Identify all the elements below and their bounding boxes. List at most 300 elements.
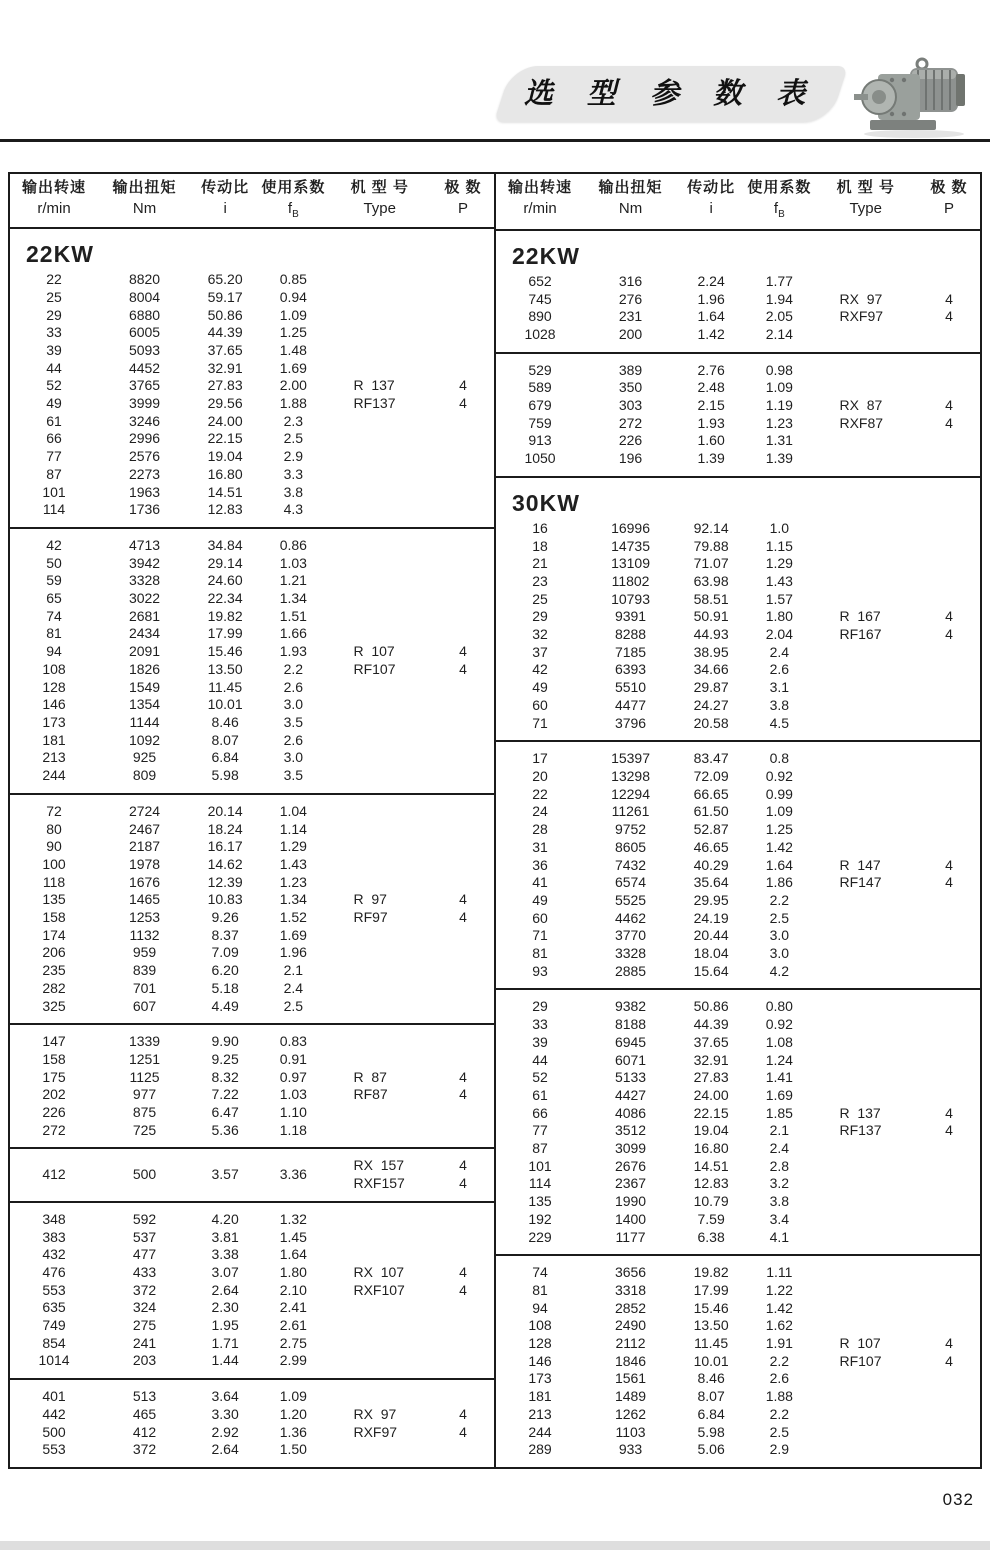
- col-ratio: 1.60: [697, 432, 725, 449]
- table-row: [496, 538, 980, 556]
- table-block: [10, 229, 494, 527]
- col-torque: 2576: [128, 448, 161, 465]
- col-ratio: 4.20: [211, 1210, 239, 1227]
- table-row: [496, 1370, 980, 1388]
- table-row: [10, 625, 494, 643]
- col-type: R 87: [353, 1068, 387, 1085]
- header-col-service-factor: [745, 177, 813, 225]
- col-torque: 3770: [614, 927, 647, 944]
- col-torque: 372: [132, 1281, 157, 1298]
- header-label-zh: 使用系数: [747, 179, 812, 197]
- table-row: [496, 857, 980, 875]
- table-row: [10, 413, 494, 431]
- col-speed: 553: [42, 1441, 66, 1458]
- col-ratio: 2.15: [697, 397, 725, 414]
- col-ratio: 59.17: [207, 288, 243, 305]
- col-poles: 4: [945, 1352, 953, 1369]
- col-speed: 25: [532, 590, 548, 607]
- col-torque: 316: [618, 272, 643, 289]
- col-speed: 52: [46, 377, 62, 394]
- table-row: [496, 1264, 980, 1282]
- col-torque: 8004: [128, 288, 161, 305]
- col-speed: 553: [42, 1281, 66, 1298]
- col-poles: 4: [459, 1086, 467, 1103]
- col-speed: 71: [532, 927, 548, 944]
- col-torque: 3942: [128, 554, 161, 571]
- col-ratio: 15.46: [207, 643, 243, 660]
- table-block: [496, 1254, 980, 1467]
- col-ratio: 5.98: [211, 767, 239, 784]
- col-service-factor: 1.08: [765, 1033, 793, 1050]
- col-service-factor: 2.8: [769, 1157, 790, 1174]
- col-speed: 71: [532, 714, 548, 731]
- col-service-factor: 1.22: [765, 1281, 793, 1298]
- col-speed: 16: [532, 519, 548, 536]
- page-title: 选 型 参 数 表: [523, 78, 819, 110]
- col-service-factor: 1.31: [765, 432, 793, 449]
- table-row: [496, 573, 980, 591]
- header-label-zh: 输出转速: [22, 178, 87, 196]
- col-ratio: 8.07: [211, 731, 239, 748]
- table-body-left: [10, 229, 494, 1467]
- col-ratio: 8.46: [211, 713, 239, 730]
- col-torque: 1846: [614, 1352, 647, 1369]
- col-type: RF137: [353, 395, 396, 412]
- col-torque: 959: [132, 944, 157, 961]
- col-ratio: 19.82: [207, 607, 243, 624]
- col-torque: 200: [618, 325, 643, 342]
- col-torque: 3796: [614, 714, 647, 731]
- col-speed: 476: [42, 1263, 66, 1280]
- col-torque: 1549: [128, 678, 161, 695]
- col-speed: 652: [528, 272, 552, 289]
- col-service-factor: 2.2: [769, 891, 790, 908]
- col-speed: 128: [528, 1335, 552, 1352]
- col-torque: 1092: [128, 731, 161, 748]
- table-row: [10, 1335, 494, 1353]
- table-row: [496, 644, 980, 662]
- section-label: 30KW: [512, 489, 580, 516]
- col-service-factor: 1.86: [765, 874, 793, 891]
- col-torque: 5525: [614, 891, 647, 908]
- col-ratio: 2.30: [211, 1299, 239, 1316]
- col-torque: 1489: [614, 1388, 647, 1405]
- col-torque: 3765: [128, 377, 161, 394]
- col-service-factor: 0.92: [765, 1016, 793, 1033]
- table-row: [10, 466, 494, 484]
- col-service-factor: 2.10: [279, 1281, 307, 1298]
- col-torque: 500: [132, 1166, 157, 1183]
- col-service-factor: 1.09: [279, 306, 307, 323]
- col-speed: 325: [42, 997, 66, 1014]
- col-torque: 11802: [611, 572, 650, 589]
- table-block: [10, 1147, 494, 1200]
- table-row: [10, 1388, 494, 1406]
- col-speed: 24: [532, 803, 548, 820]
- col-ratio: 1.44: [211, 1352, 239, 1369]
- table-row: [10, 537, 494, 555]
- col-ratio: 32.91: [207, 359, 243, 376]
- table-row: [496, 803, 980, 821]
- col-ratio: 19.04: [693, 1122, 729, 1139]
- table-row: [496, 1211, 980, 1229]
- col-ratio: 3.64: [211, 1388, 239, 1405]
- col-service-factor: 0.83: [279, 1033, 307, 1050]
- col-speed: 890: [528, 308, 552, 325]
- col-service-factor: 3.5: [283, 713, 304, 730]
- table-row: [496, 910, 980, 928]
- col-ratio: 7.09: [211, 944, 239, 961]
- header-col-service-factor: [259, 177, 327, 225]
- table-row: [10, 749, 494, 767]
- col-ratio: 9.26: [211, 909, 239, 926]
- col-torque: 1354: [128, 696, 161, 713]
- col-speed: 50: [46, 554, 62, 571]
- col-torque: 4462: [614, 909, 647, 926]
- col-poles: 4: [945, 308, 953, 325]
- col-speed: 66: [46, 430, 62, 447]
- col-torque: 6071: [614, 1051, 647, 1068]
- col-poles: 4: [459, 891, 467, 908]
- col-service-factor: 0.80: [765, 998, 793, 1015]
- col-type: RX 97: [353, 1405, 397, 1422]
- col-service-factor: 0.86: [279, 536, 307, 553]
- col-speed: 94: [46, 643, 62, 660]
- col-torque: 1561: [614, 1370, 647, 1387]
- col-ratio: 44.39: [693, 1016, 729, 1033]
- col-service-factor: 1.57: [765, 590, 793, 607]
- col-poles: 4: [459, 377, 467, 394]
- col-ratio: 6.84: [211, 749, 239, 766]
- col-ratio: 13.50: [207, 660, 243, 677]
- col-type: R 137: [839, 1104, 881, 1121]
- col-service-factor: 0.98: [765, 361, 793, 378]
- col-service-factor: 1.09: [765, 803, 793, 820]
- col-torque: 8605: [614, 838, 647, 855]
- col-service-factor: 2.5: [283, 430, 304, 447]
- col-speed: 854: [42, 1334, 66, 1351]
- col-ratio: 63.98: [693, 572, 729, 589]
- table-row: [496, 415, 980, 433]
- header-label-zh: 使用系数: [261, 178, 326, 196]
- table-row: [496, 1034, 980, 1052]
- col-speed: 18: [532, 537, 548, 554]
- col-torque: 3246: [128, 412, 161, 429]
- col-speed: 589: [528, 379, 552, 396]
- col-ratio: 3.81: [211, 1228, 239, 1245]
- col-service-factor: 1.93: [279, 643, 307, 660]
- col-service-factor: 2.4: [769, 643, 790, 660]
- col-torque: 9382: [614, 998, 647, 1015]
- col-torque: 3318: [614, 1281, 647, 1298]
- table-header-right: [496, 174, 980, 231]
- col-torque: 2724: [128, 802, 161, 819]
- col-service-factor: 1.03: [279, 1086, 307, 1103]
- col-ratio: 19.04: [207, 448, 243, 465]
- col-torque: 933: [618, 1441, 643, 1458]
- col-ratio: 12.83: [693, 1175, 729, 1192]
- col-speed: 101: [528, 1157, 552, 1174]
- section-label: 22KW: [512, 242, 580, 269]
- table-row: [10, 501, 494, 519]
- table-row: [10, 342, 494, 360]
- col-ratio: 71.07: [693, 555, 729, 572]
- col-ratio: 44.39: [207, 324, 243, 341]
- col-speed: 348: [42, 1210, 66, 1227]
- table-row: [10, 395, 494, 413]
- col-torque: 6574: [614, 874, 647, 891]
- col-ratio: 52.87: [693, 821, 729, 838]
- col-service-factor: 2.6: [283, 731, 304, 748]
- table-row: [496, 1441, 980, 1459]
- col-torque: 839: [132, 962, 157, 979]
- col-speed: 42: [46, 536, 62, 553]
- col-service-factor: 1.29: [765, 555, 793, 572]
- col-service-factor: 2.6: [769, 661, 790, 678]
- col-poles: 4: [945, 1104, 953, 1121]
- table-row: [10, 1352, 494, 1370]
- col-service-factor: 0.91: [279, 1050, 307, 1067]
- col-torque: 2091: [128, 643, 161, 660]
- col-service-factor: 1.25: [279, 324, 307, 341]
- col-ratio: 5.36: [211, 1121, 239, 1138]
- col-torque: 8288: [614, 626, 647, 643]
- col-torque: 977: [132, 1086, 157, 1103]
- col-service-factor: 1.39: [765, 450, 793, 467]
- col-service-factor: 3.2: [769, 1175, 790, 1192]
- header-unit: r/min: [37, 199, 71, 217]
- col-service-factor: 2.41: [279, 1299, 307, 1316]
- col-torque: 1262: [614, 1405, 647, 1422]
- col-ratio: 72.09: [693, 767, 729, 784]
- table-block: [496, 740, 980, 988]
- col-speed: 60: [532, 909, 548, 926]
- col-ratio: 1.93: [697, 414, 725, 431]
- col-speed: 272: [42, 1121, 66, 1138]
- col-service-factor: 0.94: [279, 288, 307, 305]
- col-speed: 81: [532, 1281, 548, 1298]
- col-service-factor: 3.8: [769, 696, 790, 713]
- header-unit: Type: [363, 199, 396, 217]
- col-ratio: 20.14: [207, 802, 243, 819]
- col-ratio: 50.86: [693, 998, 729, 1015]
- col-service-factor: 2.75: [279, 1334, 307, 1351]
- col-speed: 39: [46, 341, 62, 358]
- col-torque: 1251: [128, 1050, 161, 1067]
- col-torque: 2852: [614, 1299, 647, 1316]
- col-speed: 101: [42, 483, 66, 500]
- col-poles: 4: [945, 1335, 953, 1352]
- table-row: [10, 1441, 494, 1459]
- table-row: [10, 1424, 494, 1442]
- table-row: [10, 1104, 494, 1122]
- col-torque: 725: [132, 1121, 157, 1138]
- table-row: [496, 945, 980, 963]
- col-torque: 13109: [611, 555, 650, 572]
- col-torque: 2676: [614, 1157, 647, 1174]
- col-service-factor: 1.0: [769, 519, 790, 536]
- col-service-factor: 3.0: [283, 749, 304, 766]
- col-speed: 25: [46, 288, 62, 305]
- col-torque: 372: [132, 1441, 157, 1458]
- col-ratio: 61.50: [693, 803, 729, 820]
- table-row: [496, 432, 980, 450]
- col-service-factor: 2.9: [283, 448, 304, 465]
- col-speed: 235: [42, 962, 66, 979]
- col-poles: 4: [459, 1423, 467, 1440]
- col-torque: 3512: [614, 1122, 647, 1139]
- col-speed: 81: [46, 625, 62, 642]
- col-service-factor: 1.62: [765, 1317, 793, 1334]
- col-service-factor: 3.8: [283, 483, 304, 500]
- col-service-factor: 1.21: [279, 572, 307, 589]
- col-speed: 135: [42, 891, 66, 908]
- table-row: [496, 874, 980, 892]
- col-service-factor: 3.1: [769, 679, 790, 696]
- table-row: [10, 377, 494, 395]
- col-torque: 11261: [611, 803, 650, 820]
- table-row: [496, 1193, 980, 1211]
- table-row: [10, 998, 494, 1016]
- col-service-factor: 2.04: [765, 626, 793, 643]
- col-ratio: 15.46: [693, 1299, 729, 1316]
- col-poles: 4: [459, 1405, 467, 1422]
- col-torque: 1144: [129, 713, 160, 730]
- table-row: [496, 1016, 980, 1034]
- table-row: [10, 714, 494, 732]
- header-col-ratio: [677, 177, 745, 225]
- table-row: [496, 715, 980, 733]
- col-torque: 6880: [128, 306, 161, 323]
- table-block: [10, 527, 494, 793]
- col-ratio: 1.39: [697, 450, 725, 467]
- col-ratio: 27.83: [207, 377, 243, 394]
- col-ratio: 38.95: [693, 643, 729, 660]
- table-row: [10, 430, 494, 448]
- col-ratio: 6.84: [697, 1405, 725, 1422]
- col-service-factor: 1.80: [279, 1263, 307, 1280]
- col-ratio: 18.24: [207, 820, 243, 837]
- col-torque: 7432: [614, 856, 647, 873]
- col-ratio: 5.06: [697, 1441, 725, 1458]
- col-speed: 44: [46, 359, 62, 376]
- col-poles: 4: [945, 397, 953, 414]
- col-ratio: 14.62: [207, 855, 243, 872]
- table-row: [10, 1086, 494, 1104]
- table-row: [496, 1300, 980, 1318]
- col-torque: 1177: [615, 1228, 646, 1245]
- col-speed: 100: [42, 855, 66, 872]
- header-unit: Nm: [618, 200, 643, 218]
- table-row: [10, 448, 494, 466]
- col-speed: 21: [532, 555, 548, 572]
- col-poles: 4: [459, 660, 467, 677]
- col-ratio: 17.99: [207, 625, 243, 642]
- col-torque: 592: [132, 1210, 157, 1227]
- col-torque: 701: [132, 979, 157, 996]
- col-torque: 350: [618, 379, 643, 396]
- col-speed: 158: [42, 909, 66, 926]
- header-col-speed: [10, 177, 98, 225]
- col-service-factor: 4.3: [283, 501, 304, 518]
- col-speed: 529: [528, 361, 552, 378]
- col-service-factor: 2.14: [765, 325, 793, 342]
- col-speed: 383: [42, 1228, 66, 1245]
- col-type: RX 97: [839, 290, 883, 307]
- header-unit: i: [709, 200, 713, 218]
- col-type: RF107: [353, 660, 396, 677]
- col-poles: 4: [459, 395, 467, 412]
- table-row: [10, 324, 494, 342]
- col-speed: 61: [532, 1086, 548, 1103]
- table-row: [496, 1282, 980, 1300]
- table-row: [496, 1335, 980, 1353]
- col-ratio: 16.80: [207, 465, 243, 482]
- table-row: [10, 1229, 494, 1247]
- header-col-speed: [496, 177, 584, 225]
- col-ratio: 2.48: [697, 379, 725, 396]
- page-number: 032: [942, 1490, 974, 1509]
- col-speed: 23: [532, 572, 548, 589]
- col-type: RF167: [839, 626, 882, 643]
- col-torque: 412: [132, 1423, 157, 1440]
- col-speed: 114: [42, 501, 66, 518]
- col-torque: 10793: [611, 590, 650, 607]
- table-row: [496, 450, 980, 468]
- col-ratio: 79.88: [693, 537, 729, 554]
- col-service-factor: 1.34: [279, 590, 307, 607]
- col-speed: 22: [532, 785, 548, 802]
- col-service-factor: 1.45: [279, 1228, 307, 1245]
- col-service-factor: 2.5: [769, 1423, 790, 1440]
- col-ratio: 17.99: [693, 1281, 729, 1298]
- col-torque: 2467: [128, 820, 161, 837]
- table-row: [10, 980, 494, 998]
- col-type: R 107: [353, 643, 395, 660]
- col-service-factor: 1.23: [279, 873, 307, 890]
- col-speed: 759: [528, 414, 552, 431]
- header-col-torque: [584, 177, 677, 225]
- col-poles: 4: [945, 856, 953, 873]
- col-poles: 4: [945, 1122, 953, 1139]
- table-row: [496, 1087, 980, 1105]
- col-torque: 13298: [611, 767, 650, 784]
- col-type: RF97: [353, 909, 388, 926]
- col-service-factor: 1.51: [279, 607, 307, 624]
- col-speed: 29: [46, 306, 62, 323]
- col-ratio: 1.71: [211, 1334, 239, 1351]
- col-speed: 206: [42, 944, 66, 961]
- col-speed: 114: [528, 1175, 552, 1192]
- col-ratio: 4.49: [211, 997, 239, 1014]
- col-torque: 2681: [128, 607, 161, 624]
- col-torque: 203: [132, 1352, 157, 1369]
- col-service-factor: 1.18: [279, 1121, 307, 1138]
- col-torque: 276: [618, 290, 643, 307]
- col-ratio: 5.18: [211, 979, 239, 996]
- col-ratio: 20.58: [693, 714, 729, 731]
- col-speed: 17: [532, 750, 548, 767]
- table-row: [10, 555, 494, 573]
- col-torque: 4086: [614, 1104, 647, 1121]
- col-ratio: 3.30: [211, 1405, 239, 1422]
- table-row: [10, 909, 494, 927]
- col-service-factor: 2.5: [283, 997, 304, 1014]
- col-speed: 37: [532, 643, 548, 660]
- col-ratio: 6.47: [211, 1104, 239, 1121]
- col-torque: 9752: [614, 821, 647, 838]
- table-row: [10, 608, 494, 626]
